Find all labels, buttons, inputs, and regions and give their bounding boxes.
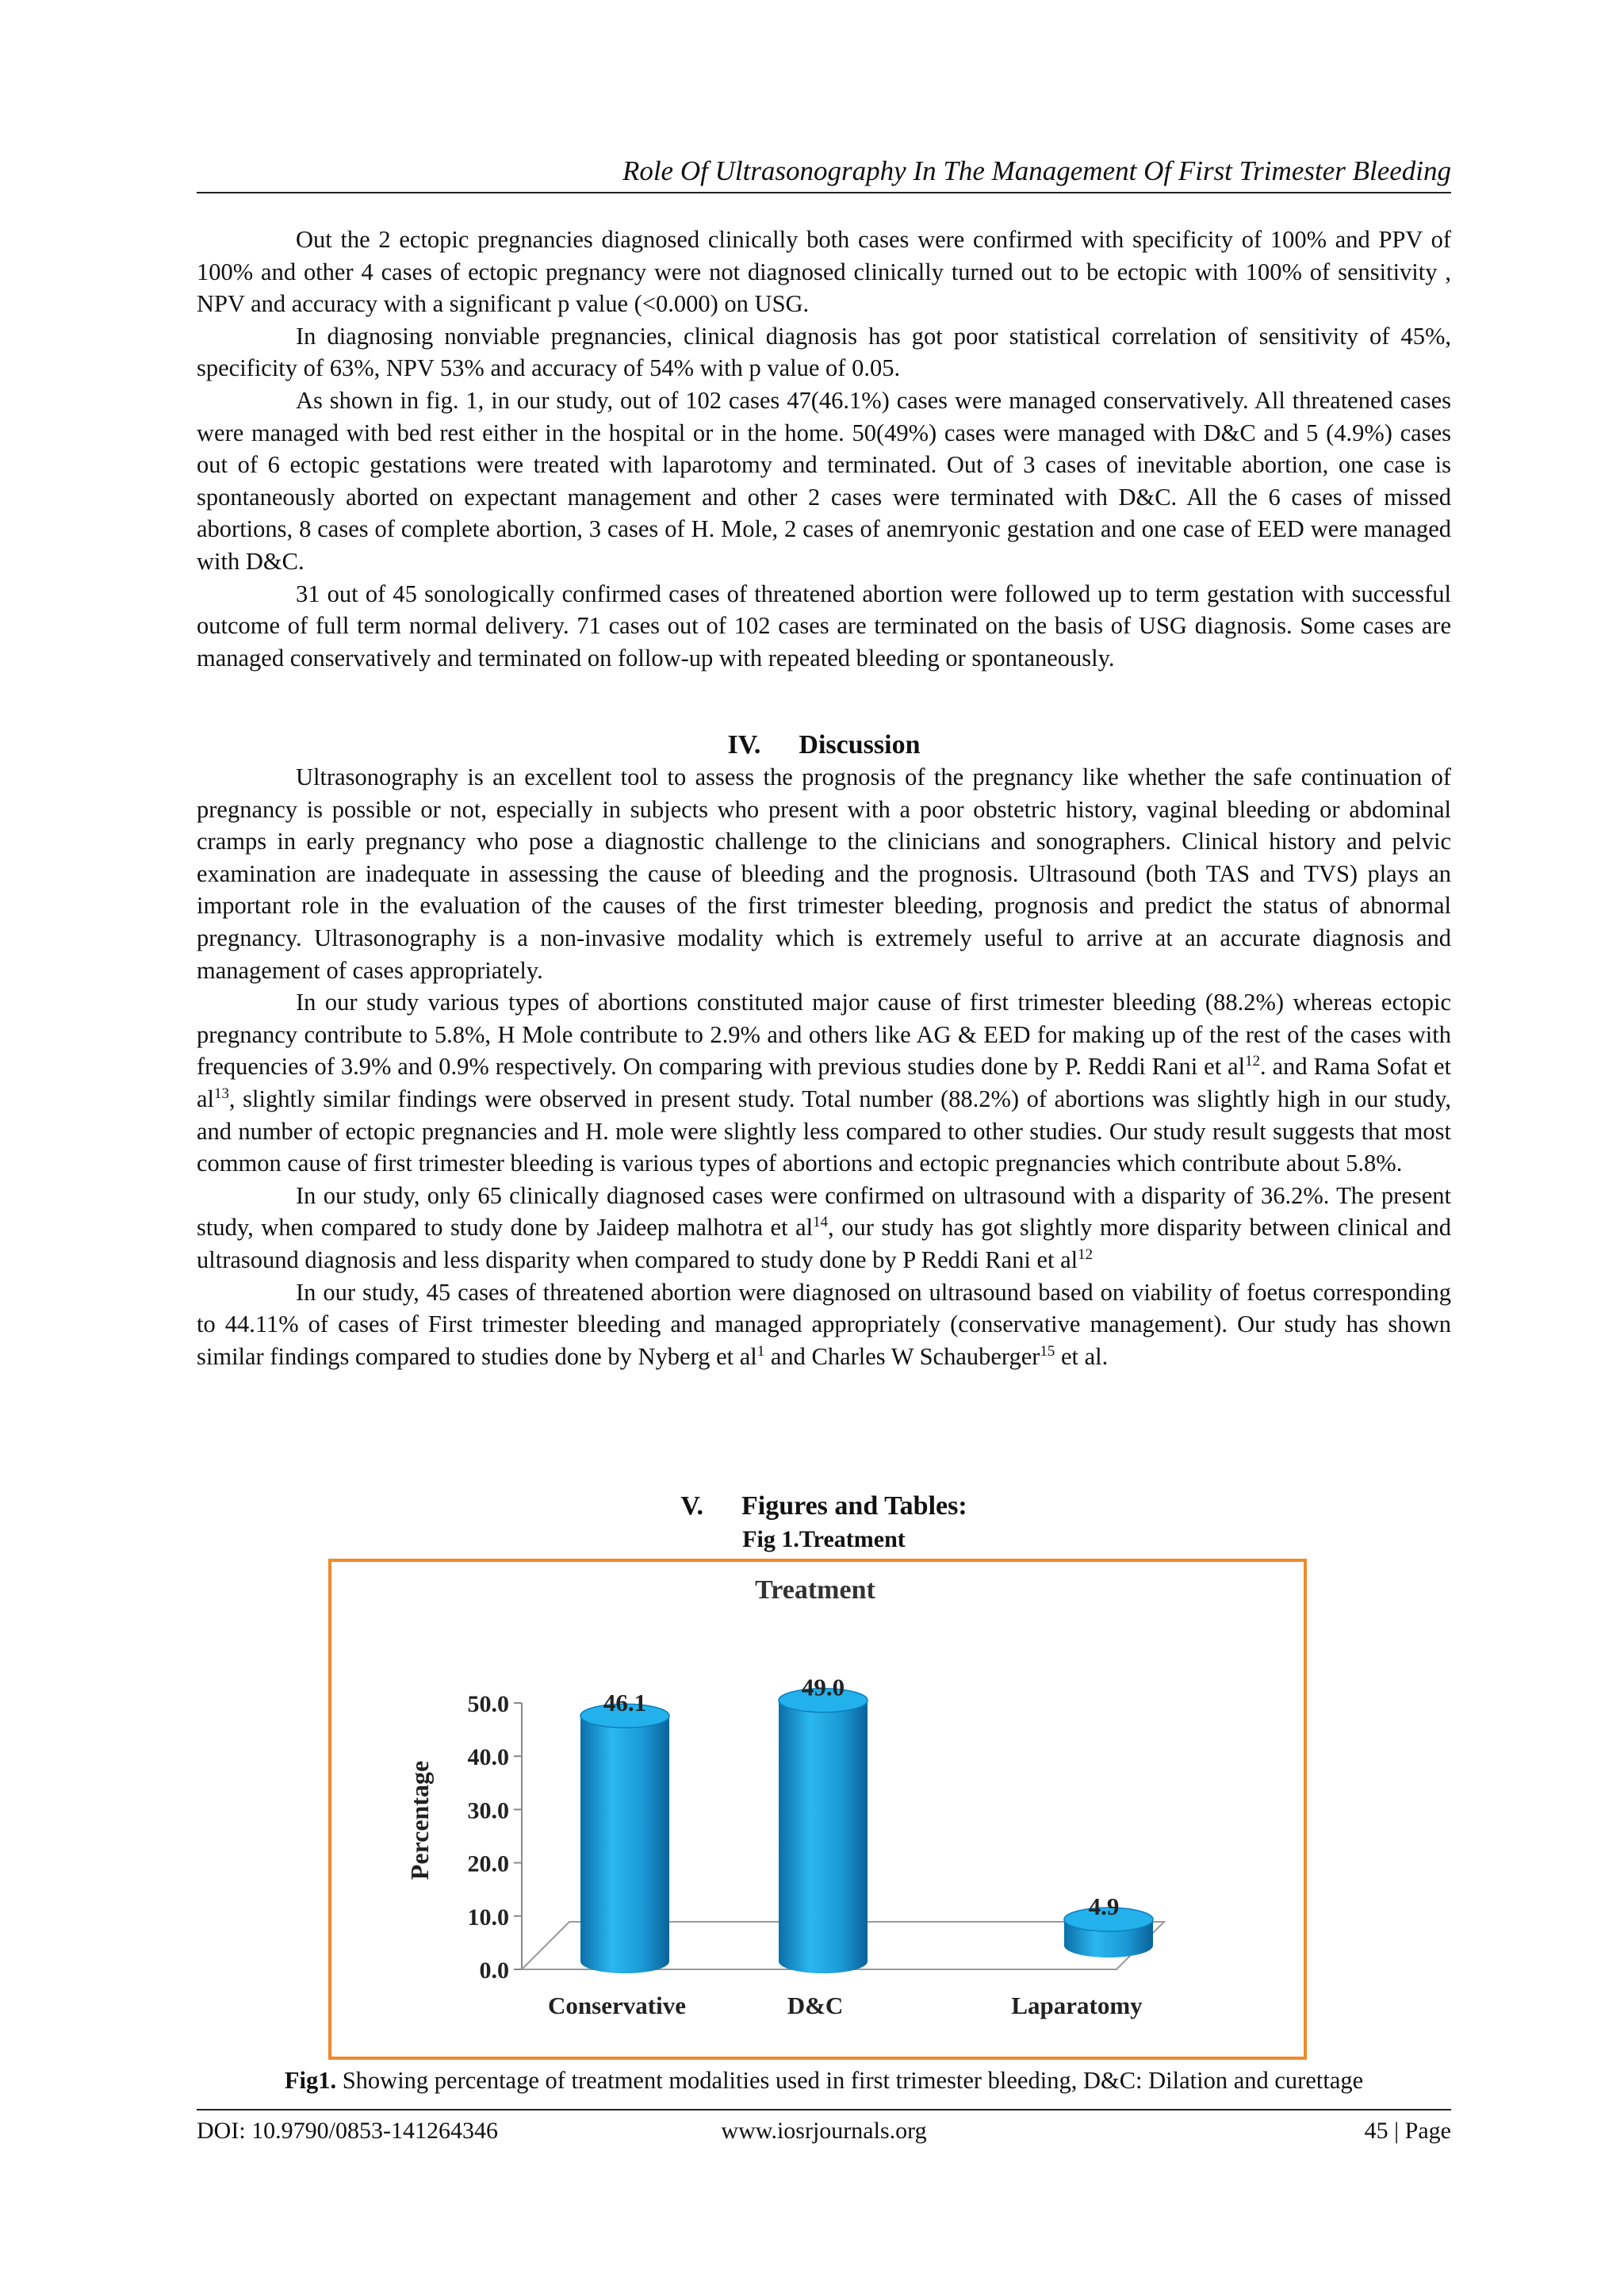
x-tick-label: Conservative (548, 1992, 686, 2019)
paragraph: In our study, 45 cases of threatened abortion were diagnosed on ultrasound based on viability of foetus corresponding to 44.11% of cases of First trimester bleeding and managed appropriately (conservative management). Our study has shown similar findings compared to studies done by Nyberg et $al^1$ and Charles W Schauberger$^{15}$ et al. (197, 1278, 1451, 1370)
y-tick-label: 20.0 (467, 1850, 509, 1877)
paragraph: As shown in fig. 1, in our study, out of 102 cases 47(46.1%) cases were managed conservatively. All threatened cases were managed with bed rest either in the hospital or in the home. 50(49%) cases were managed with D&C and 5 (4.9%) cases out of 6 ectopic gestations were treated with laparotomy and terminated. Out of 3 cases of inevitable abortion, one case is spontaneously aborted on expectant management and other 2 cases were terminated with D&C. All the 6 cases of missed abortions, 8 cases of complete abortion, 3 cases of H. Mole, 2 cases of anemryonic gestation and one case of EED were managed with D&C. (197, 386, 1451, 575)
bar-body (580, 1716, 669, 1973)
paragraph: 31 out of 45 sonologically confirmed cases of threatened abortion were followed up to term gestation with successful outcome of full term normal delivery. 71 cases out of 102 cases are terminated on the basis of USG diagnosis. Some cases are managed conservatively and terminated on follow-up with repeated bleeding or spontaneously. (197, 580, 1451, 672)
chart-bars (580, 1674, 1153, 1973)
paragraph: In diagnosing nonviable pregnancies, clinical diagnosis has got poor statistical correlation of sensitivity of 45%, specificity of 63%, NPV 53% and accuracy of 54% with p value of 0.05. (197, 322, 1451, 382)
y-tick-labels (468, 1691, 523, 1984)
bar-conservative (580, 1704, 669, 1973)
figure-caption (197, 2064, 1451, 2096)
section-heading-discussion (197, 729, 1451, 761)
y-tick-label: 40.0 (467, 1744, 509, 1771)
y-tick-label: 50.0 (467, 1691, 509, 1717)
paragraph: Out the 2 ectopic pregnancies diagnosed clinically both cases were confirmed with specificity of 100% and PPV of 100% and other 4 cases of ectopic pregnancy were not diagnosed clinically turned out to be ectopic with 100% of sensitivity , NPV and accuracy with a significant p value (<0.000) on USG. (197, 226, 1451, 318)
section-title: Figures and Tables: (741, 1491, 967, 1521)
footer-page-number: 45 | Page (1364, 2118, 1451, 2144)
header-rule (197, 192, 1451, 193)
section-number: IV. (727, 730, 761, 760)
x-tick-label: D&C (787, 1992, 844, 2019)
paragraph: In our study, only 65 clinically diagnosed cases were confirmed on ultrasound with a disparity of 36.2%. The present study, when compared to study done by Jaideep malhotra et $al^{14}$, our study has got slightly more disparity between clinical and ultrasound diagnosis and less disparity when compared to study done by P Reddi Rani et $al^{12}$ (197, 1181, 1451, 1273)
y-tick-label: 30.0 (467, 1797, 509, 1824)
caption-text: Showing percentage of treatment modalities used in first trimester bleeding, D&C: Dilation and curettage (336, 2067, 1364, 2094)
bar-body (779, 1701, 868, 1973)
section-heading-figures (197, 1490, 1451, 1522)
caption-label: Fig1. (284, 2067, 337, 2094)
data-label: 49.0 (801, 1673, 845, 1701)
x-tick-label: Laparatomy (1011, 1992, 1143, 2019)
y-tick-label: 10.0 (467, 1904, 509, 1931)
section-title: Discussion (799, 730, 921, 760)
treatment-chart (331, 1562, 1304, 2057)
data-label: 4.9 (1088, 1892, 1120, 1921)
paragraph: In our study various types of abortions constituted major cause of first trimester bleeding (88.2%) whereas ectopic pregnancy contribute to 5.8%, H Mole contribute to 2.9% and others like AG & EED for making up of the rest of the cases with frequencies of 3.9% and 0.9% respectively. On comparing with previous studies done by P. Reddi Rani et $al^{12}$. and Rama Sofat et $al^{13}$, slightly similar findings were observed in present study. Total number (88.2%) of abortions was slightly high in our study, and number of ectopic pregnancies and H. mole were slightly less compared to other studies. Our study result suggests that most common cause of first trimester bleeding is various types of abortions and ectopic pregnancies which contribute about 5.8%. (197, 989, 1451, 1177)
y-axis-label: Percentage (405, 1760, 434, 1881)
treatment-chart-frame (328, 1559, 1307, 2060)
footer-rule (197, 2109, 1451, 2110)
figure-label: Fig 1.Treatment (742, 1526, 906, 1552)
paragraph: Ultrasonography is an excellent tool to assess the prognosis of the pregnancy like whether the safe continuation of pregnancy is possible or not, especially in subjects who present with a poor obstetric history, vaginal bleeding or abdominal cramps in early pregnancy who pose a diagnostic challenge to the clinicians and sonographers. Clinical history and pelvic examination are inadequate in assessing the cause of bleeding and the prognosis. Ultrasound (both TAS and TVS) plays an important role in the evaluation of the causes of the first trimester bleeding, prognosis and predict the status of abnormal pregnancy. Ultrasonography is a non-invasive modality which is extremely useful to arrive at an accurate diagnosis and management of cases appropriately. (197, 763, 1451, 984)
x-tick-labels (548, 1992, 1143, 2019)
footer-site: www.iosrjournals.org (721, 2118, 927, 2144)
results-text (197, 224, 1451, 674)
bar-d-c (779, 1689, 868, 1973)
section-number: V. (680, 1491, 703, 1521)
footer-doi: DOI: 10.9790/0853-141264346 (197, 2118, 498, 2144)
data-label: 46.1 (603, 1689, 647, 1717)
y-tick-label: 0.0 (479, 1957, 509, 1984)
chart-title: Treatment (755, 1575, 875, 1605)
discussion-text (197, 761, 1451, 1372)
running-header: Role Of Ultrasonography In The Management Of First Trimester Bleeding (622, 155, 1451, 186)
